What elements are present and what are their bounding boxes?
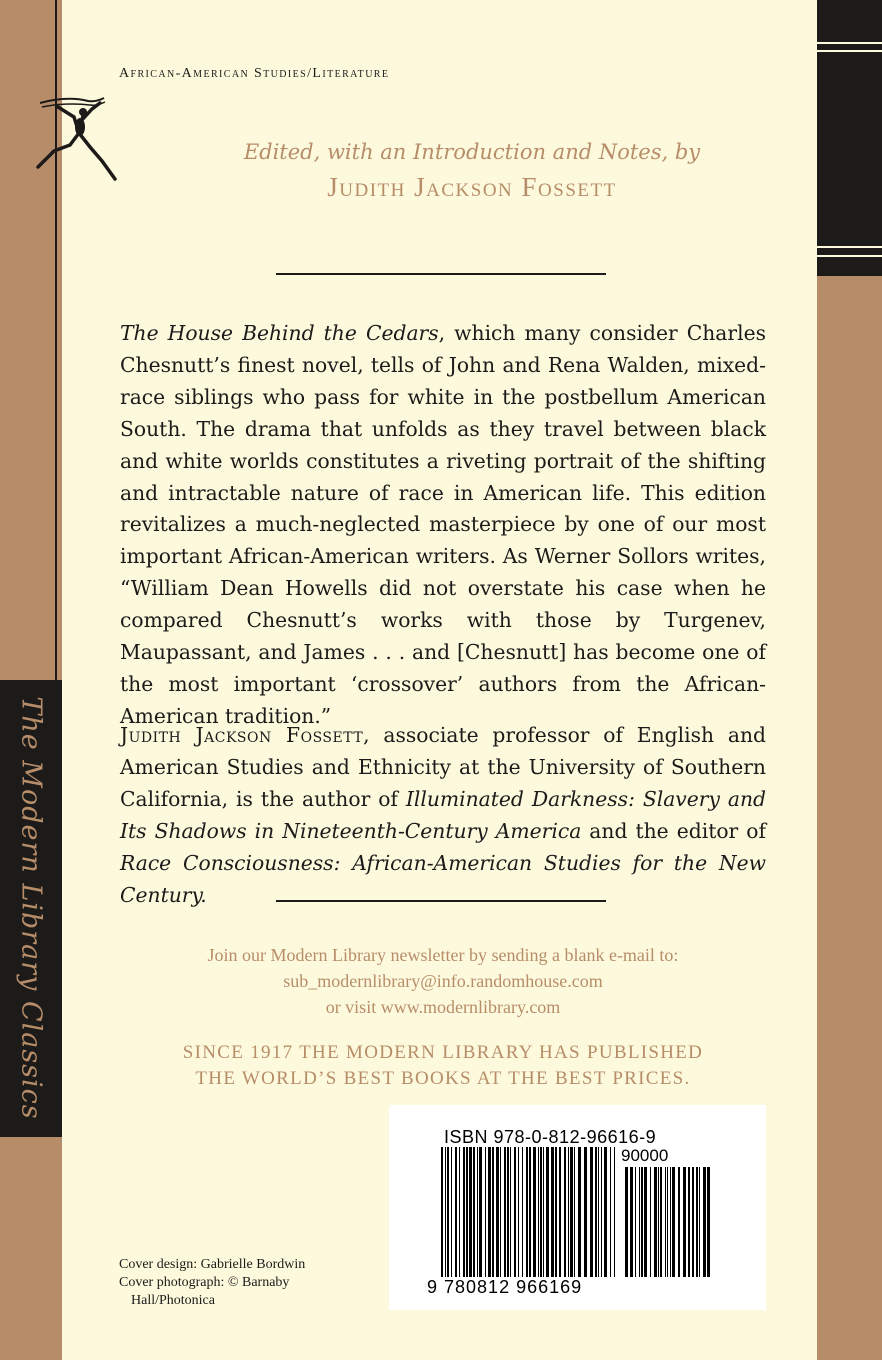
newsletter-email[interactable]: sub_modernlibrary@info.randomhouse.com	[283, 971, 603, 991]
band-rule-3	[817, 246, 882, 248]
top-divider	[276, 273, 606, 275]
editor-bio	[120, 720, 766, 911]
newsletter-website[interactable]: or visit www.modernlibrary.com	[325, 997, 561, 1017]
bio-book-1: Illuminated Darkness: Slavery and Its Shadows in Nineteenth-Century America	[120, 786, 766, 843]
bio-text-1: , associate professor of English and American Studies and Ethnicity at the University of Southern California, is the author of	[120, 723, 766, 811]
band-rule-1	[817, 42, 882, 44]
newsletter-block	[120, 942, 766, 1020]
bio-text-2: and the editor of	[581, 818, 766, 843]
cover-credits	[119, 1256, 305, 1310]
cover-design-credit: Cover design: Gabrielle Bordwin	[119, 1257, 306, 1272]
newsletter-line: Join our Modern Library newsletter by sending a blank e-mail to:	[207, 945, 679, 965]
editor-name: Judith Jackson Fossett	[327, 172, 617, 202]
slogan-line-2: THE WORLD’S BEST BOOKS AT THE BEST PRICES.	[195, 1068, 691, 1089]
isbn-number: ISBN 978-0-812-96616-9	[444, 1127, 657, 1147]
spine-series-title: The Modern Library Classics	[15, 696, 47, 1120]
book-title: The House Behind the Cedars	[120, 321, 439, 345]
band-rule-2	[817, 50, 882, 52]
editor-credit-line: Edited, with an Introduction and Notes, by	[243, 140, 701, 164]
bottom-divider	[276, 900, 606, 902]
band-rule-4	[817, 255, 882, 257]
price-code: 90000	[621, 1146, 669, 1165]
category-label: African-American Studies/Literature	[119, 66, 390, 81]
cover-photo-credit: Cover photograph: © Barnaby	[119, 1275, 290, 1290]
bio-book-2: Race Consciousness: African-American Studies for the New Century.	[120, 850, 766, 907]
publisher-slogan	[120, 1040, 766, 1092]
bio-name: Judith Jackson Fossett	[120, 723, 364, 747]
ean-barcode	[441, 1147, 617, 1277]
slogan-line-1: SINCE 1917 THE MODERN LIBRARY HAS PUBLISHED	[182, 1042, 704, 1063]
barcode-digits: 9 780812 966169	[427, 1277, 583, 1297]
book-description	[120, 318, 766, 733]
cover-photo-credit-cont: Hall/Photonica	[131, 1293, 215, 1308]
barcode-area	[389, 1105, 766, 1310]
description-text: , which many consider Charles Chesnutt’s finest novel, tells of John and Rena Walden, mixed-race siblings who pass for white in the postbellum American South. The drama that unfolds as they travel between black and white worlds constitutes a riveting portrait of the shifting and intractable nature of race in American life. This edition revitalizes a much-neglected masterpiece by one of our most important African-American writers. As Werner Sollors writes, “William Dean Howells did not overstate his case when he compared Chesnutt’s works with those by Turgenev, Maupassant, and James . . . and [Chesnutt] has become one of the most important ‘crossover’ authors from the African-American tradition.”	[120, 321, 766, 728]
addon-barcode	[625, 1167, 711, 1277]
